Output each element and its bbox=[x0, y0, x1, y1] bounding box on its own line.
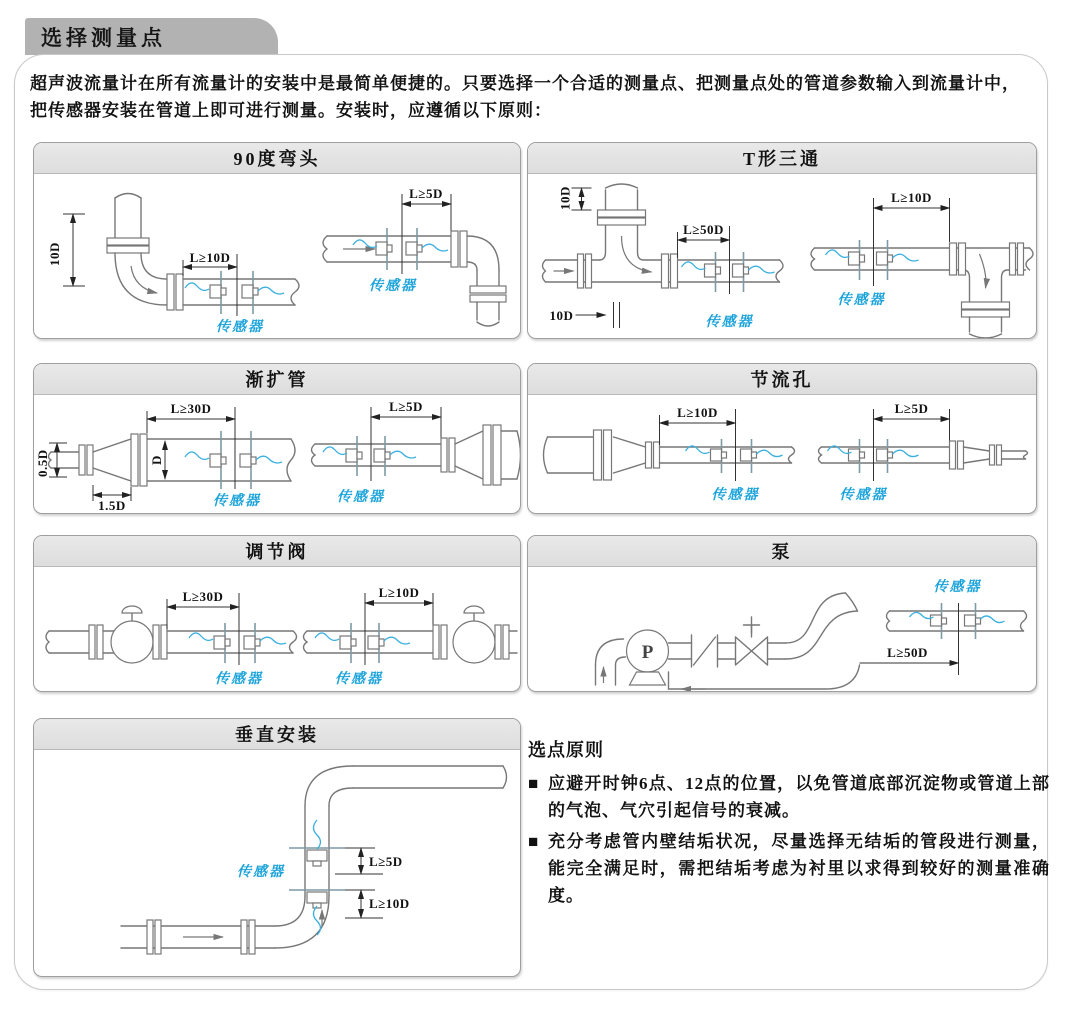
panel-vertical-title: 垂直安装 bbox=[34, 719, 520, 750]
intro-paragraph bbox=[30, 70, 1042, 124]
sensor-label: 传感器 bbox=[215, 672, 263, 687]
tee-diagram bbox=[528, 174, 1036, 338]
bullet-marker: ■ bbox=[528, 832, 540, 851]
sensor-label: 传感器 bbox=[711, 488, 760, 503]
panel-elbow bbox=[33, 142, 521, 339]
principle-item bbox=[528, 828, 1050, 909]
tee-right-diagram bbox=[811, 190, 1033, 338]
principle-text: 应避开时钟6点、12点的位置，以免管道底部沉淀物或管道上部的气泡、气穴引起信号的衰减。 bbox=[548, 774, 1050, 820]
sensor-label: 传感器 bbox=[213, 494, 261, 509]
dimension-label: L≥10D bbox=[369, 896, 410, 911]
intro-line-1: 超声波流量计在所有流量计的安装中是最简单便捷的。只要选择一个合适的测量点、把测量点处的管道参数输入到流量计中， bbox=[30, 74, 1020, 93]
panel-tee bbox=[527, 142, 1037, 339]
panel-valve bbox=[33, 535, 521, 692]
valve-diagram bbox=[34, 567, 520, 691]
expander-diagram bbox=[34, 395, 520, 513]
dimension-label: 0.5D bbox=[35, 449, 50, 477]
principles-block bbox=[528, 736, 1050, 913]
sensor-label: 传感器 bbox=[237, 865, 285, 880]
vertical-dimensions bbox=[335, 848, 410, 918]
pump-diagram bbox=[528, 567, 1036, 691]
dimension-label: 10D bbox=[47, 242, 62, 266]
dimension-label: D bbox=[149, 455, 164, 465]
orifice-diagram bbox=[528, 395, 1036, 513]
dimension-label: L≥10D bbox=[189, 250, 231, 265]
dimension-label: L≥5D bbox=[409, 186, 443, 201]
dimension-label: L≥5D bbox=[894, 401, 929, 416]
expander-left-diagram bbox=[35, 401, 295, 513]
section-tab bbox=[25, 18, 278, 55]
sensor-label: 传感器 bbox=[839, 488, 888, 503]
dimension-label: L≥30D bbox=[170, 401, 212, 416]
sensor-label: 传感器 bbox=[337, 490, 385, 505]
dimension-label: 1.5D bbox=[98, 498, 126, 513]
dimension-label: L≥10D bbox=[891, 190, 932, 205]
dimension-label: 10D bbox=[557, 186, 573, 210]
sensor-label: 传感器 bbox=[216, 320, 264, 335]
dimension-label: 10D bbox=[549, 308, 574, 323]
valve-right-diagram bbox=[304, 585, 518, 687]
panel-orifice-title: 节流孔 bbox=[528, 364, 1036, 395]
panel-expander-title: 渐扩管 bbox=[34, 364, 520, 395]
expander-right-diagram bbox=[312, 399, 521, 505]
sensor-label: 传感器 bbox=[705, 315, 754, 330]
sensor-label: 传感器 bbox=[933, 580, 982, 595]
elbow-left-diagram bbox=[47, 194, 299, 336]
pump-piping bbox=[596, 593, 860, 689]
panel-orifice bbox=[527, 363, 1037, 514]
dimension-label: L≥30D bbox=[182, 589, 224, 604]
dimension-label: L≥5D bbox=[389, 399, 423, 414]
intro-line-2: 把传感器安装在管道上即可进行测量。安装时，应遵循以下原则： bbox=[30, 101, 552, 120]
dimension-label: L≥50D bbox=[887, 645, 928, 660]
dimension-label: L≥50D bbox=[683, 222, 724, 237]
valve-left-diagram bbox=[46, 589, 297, 687]
sensor-label: 传感器 bbox=[837, 293, 886, 308]
panel-pump-title: 泵 bbox=[528, 536, 1036, 567]
dimension-label: L≥5D bbox=[369, 854, 403, 869]
pump-sensor-pipe bbox=[860, 578, 1027, 675]
dimension-label: L≥10D bbox=[378, 585, 420, 600]
sensor-label: 传感器 bbox=[369, 279, 417, 294]
dimension-label: L≥10D bbox=[677, 405, 718, 420]
elbow-right-diagram bbox=[323, 186, 506, 326]
elbow-diagram bbox=[34, 174, 520, 338]
panel-pump bbox=[527, 535, 1037, 692]
panel-valve-title: 调节阀 bbox=[34, 536, 520, 567]
principle-item bbox=[528, 770, 1050, 824]
sensor-label: 传感器 bbox=[335, 672, 383, 687]
orifice-left-diagram bbox=[544, 405, 795, 503]
panel-elbow-title: 90度弯头 bbox=[34, 143, 520, 174]
pump-symbol-label: P bbox=[641, 642, 654, 663]
vertical-diagram bbox=[34, 750, 520, 976]
panel-vertical bbox=[33, 718, 521, 977]
panel-expander bbox=[33, 363, 521, 514]
page-title: 选择测量点 bbox=[41, 25, 166, 50]
panel-tee-title: T形三通 bbox=[528, 143, 1036, 174]
principle-text: 充分考虑管内壁结垢状况，尽量选择无结垢的管段进行测量，能完全满足时，需把结垢考虑为衬里以求得到较好的测量准确度。 bbox=[548, 832, 1050, 905]
bullet-marker: ■ bbox=[528, 774, 540, 793]
principles-heading: 选点原则 bbox=[528, 740, 604, 760]
tee-left-diagram bbox=[543, 184, 784, 330]
orifice-right-diagram bbox=[819, 401, 1028, 503]
